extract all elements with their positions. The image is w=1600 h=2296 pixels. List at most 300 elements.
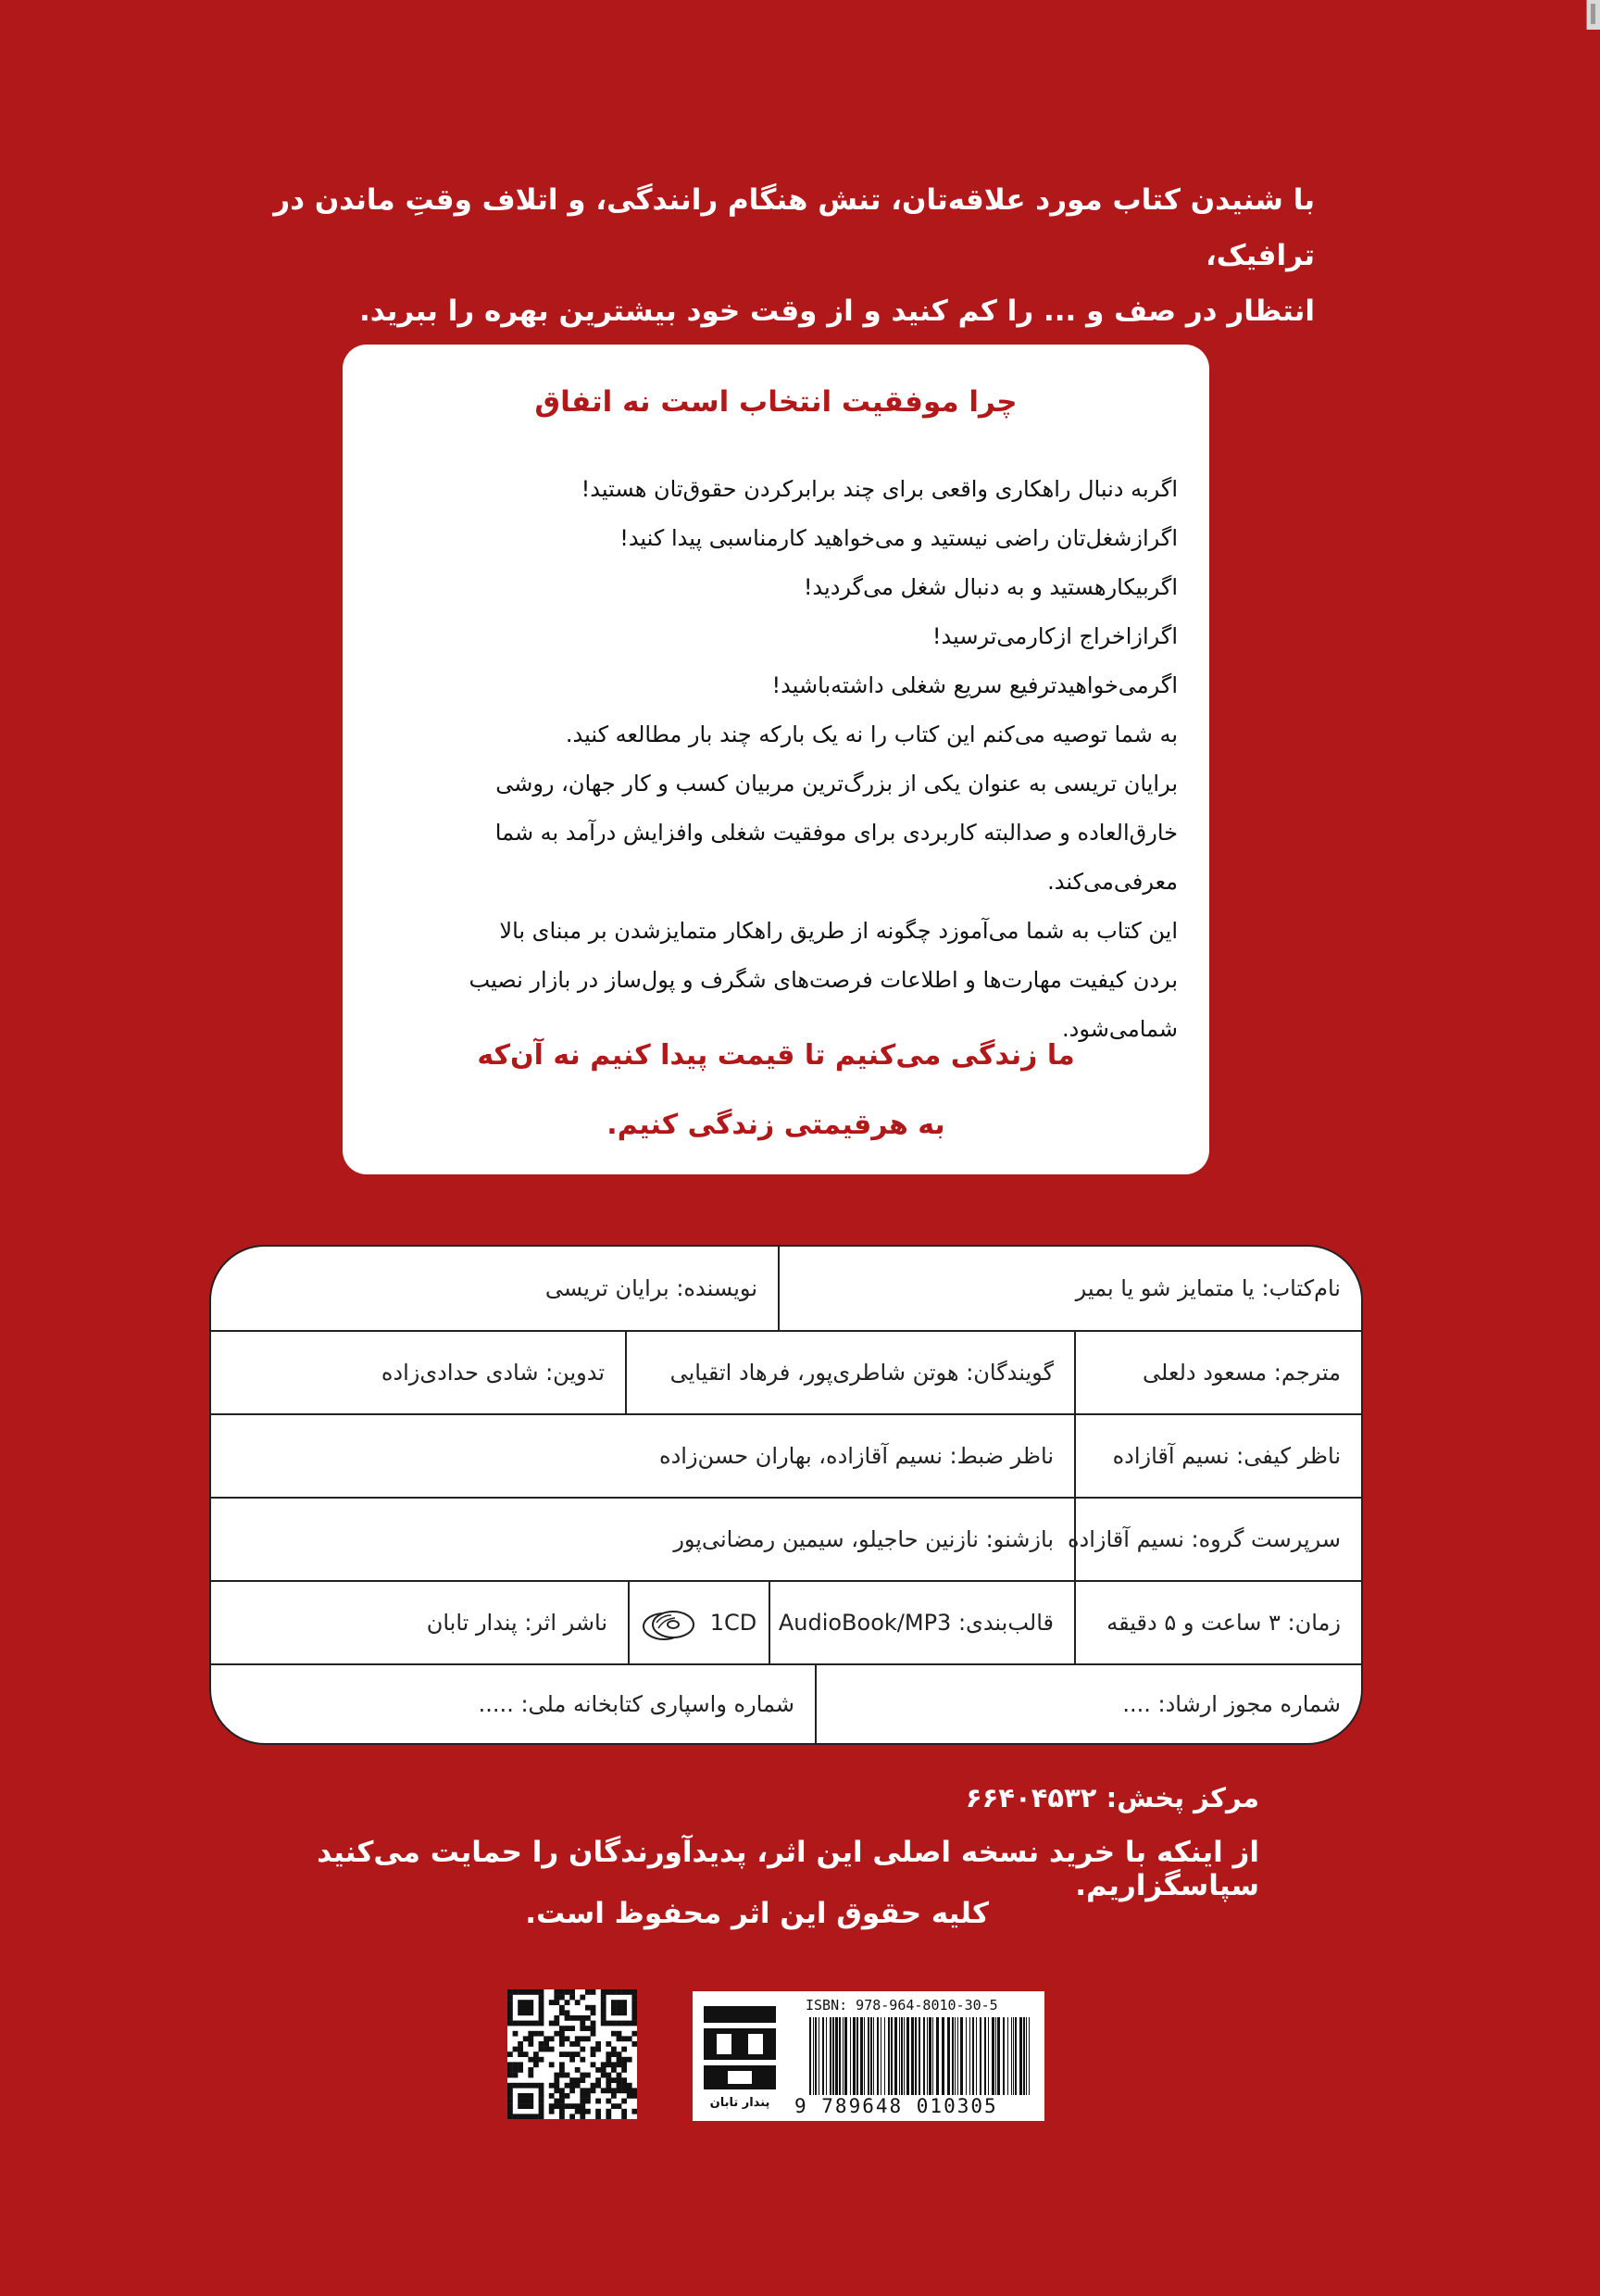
barcode-bar (932, 2017, 933, 2095)
qr-module (554, 2077, 559, 2083)
publisher-logo (700, 2001, 780, 2112)
barcode-bar (850, 2017, 851, 2095)
qr-module (507, 2073, 513, 2078)
qr-module (565, 2083, 570, 2089)
intro-text (204, 172, 1315, 339)
qr-module (575, 2036, 581, 2041)
group-supervisor-cell: سرپرست گروه: نسیم آقازاده (1074, 1499, 1361, 1580)
barcode-bar (1007, 2017, 1008, 2095)
qr-module (513, 2062, 519, 2067)
barcode-bar (884, 2017, 885, 2095)
license-cell: شماره مجوز ارشاد: .... (815, 1665, 1361, 1743)
qr-module (569, 1989, 575, 1995)
qr-module (601, 2067, 606, 2073)
barcode-bar (904, 2017, 905, 2095)
barcode-bar (969, 2017, 970, 2095)
qr-module (606, 2021, 611, 2026)
qr-module (580, 2026, 585, 2031)
qr-module (580, 2109, 585, 2114)
intro-line: انتظار در صف و ... را کم کنید و از وقت خود بیشترین بهره را ببرید. (359, 295, 1315, 328)
qr-module (559, 1989, 565, 1995)
recording-supervisor-cell: ناظر ضبط: نسیم آقازاده، بهاران حسن‌زاده (659, 1443, 1054, 1469)
qr-module (606, 2088, 611, 2093)
qr-module (580, 2036, 585, 2041)
qr-module (569, 2041, 575, 2047)
qr-module (601, 1995, 606, 2001)
qr-module (631, 2021, 637, 2026)
barcode-bar (984, 2017, 986, 2095)
qr-module (631, 2093, 637, 2099)
barcode-bar (992, 2017, 994, 2095)
qr-module (565, 2073, 570, 2078)
cd-icon (642, 1604, 703, 1641)
qr-module (539, 2099, 544, 2104)
qr-module (559, 2109, 565, 2114)
qr-module (591, 1989, 596, 1995)
qr-module (539, 2093, 544, 2099)
qr-module (591, 2088, 596, 2093)
qr-module (507, 2067, 513, 2073)
qr-module (627, 2057, 632, 2063)
qr-module (565, 2036, 570, 2041)
qr-module (569, 2083, 575, 2089)
qr-module (621, 2057, 627, 2063)
qr-module (507, 2109, 513, 2114)
qr-module (601, 2005, 606, 2011)
qr-module (631, 2010, 637, 2015)
qr-module (549, 2036, 555, 2041)
barcode-digits: 9 789648 010305 (794, 2095, 998, 2117)
qr-module (621, 2083, 627, 2089)
qr-module (559, 2026, 565, 2031)
qr-module (575, 2077, 581, 2083)
qr-module (554, 2015, 559, 2021)
qr-module (617, 2010, 622, 2015)
qr-module (539, 2005, 544, 2011)
qr-code (507, 1989, 637, 2119)
qr-module (559, 2010, 565, 2015)
barcode-bar (877, 2017, 879, 2095)
qr-module (513, 2114, 519, 2119)
qr-module (554, 2073, 559, 2078)
qr-module (518, 2041, 523, 2047)
card-body (433, 465, 1178, 1054)
barcode-bar (822, 2017, 824, 2095)
qr-module (539, 2109, 544, 2114)
barcode-bar (936, 2017, 939, 2095)
qr-module (539, 2047, 544, 2052)
qr-module (595, 2067, 601, 2073)
qr-module (523, 2021, 529, 2026)
duration-cell: زمان: ۳ ساعت و ۵ دقیقه (1074, 1582, 1361, 1663)
barcode-bar (873, 2017, 874, 2095)
barcode-bar (976, 2017, 977, 2095)
qr-module (591, 2021, 596, 2026)
qr-module (611, 2047, 617, 2052)
qr-module (575, 2051, 581, 2057)
qr-module (559, 2041, 565, 2047)
barcode-bar (980, 2017, 981, 2095)
body-line: این کتاب به شما می‌آموزد چگونه از طریق راهکار متمایزشدن بر مبنای بالا (499, 918, 1178, 944)
qr-module (580, 2047, 585, 2052)
narrators-cell: گویندگان: هوتن شاطری‌پور، فرهاد اتقیایی (625, 1332, 1074, 1413)
qr-module (621, 1989, 627, 1995)
qr-module (528, 2057, 533, 2063)
qr-module (554, 2088, 559, 2093)
intro-line: با شنیدن کتاب مورد علاقه‌تان، تنش هنگام رانندگی، و اتلاف وقتِ ماندن در ترافیک، (273, 183, 1315, 272)
qr-module (575, 2067, 581, 2073)
qr-module (621, 2067, 627, 2073)
qr-module (559, 2031, 565, 2037)
qr-module (606, 2099, 611, 2104)
qr-module (595, 2114, 601, 2119)
barcode-bar (997, 2017, 1000, 2095)
qr-module (617, 2031, 622, 2037)
qr-module (533, 2031, 539, 2037)
scroll-indicator[interactable] (1586, 0, 1600, 30)
qr-module (513, 2021, 519, 2026)
qr-module (621, 2021, 627, 2026)
qr-module (518, 1989, 523, 1995)
barcode-bar (835, 2017, 838, 2095)
body-line: برایان تریسی به عنوان یکی از بزرگ‌ترین مربیان کسب و کار جهان، روشی (495, 771, 1178, 797)
qr-module (523, 2093, 529, 2099)
qr-module (539, 2041, 544, 2047)
thanks-text: از اینکه با خرید نسخه اصلی این اثر، پدیدآورندگان را حمایت می‌کنید سپاسگزاریم. (317, 1836, 1259, 1902)
barcode-bar (947, 2017, 950, 2095)
qr-module (513, 2031, 519, 2037)
qr-module (507, 2000, 513, 2005)
publisher-cell: ناشر اثر: پندار تابان (426, 1610, 607, 1636)
qr-module (569, 2103, 575, 2109)
qr-module (631, 2109, 637, 2114)
qr-module (611, 2021, 617, 2026)
qr-module (569, 1995, 575, 2001)
qr-module (507, 2021, 513, 2026)
qr-module (518, 2114, 523, 2119)
qr-module (528, 2031, 533, 2037)
barcode-bar (906, 2017, 909, 2095)
qr-module (528, 2000, 533, 2005)
qr-module (611, 2031, 617, 2037)
barcode-bar (826, 2017, 827, 2095)
qr-module (559, 2067, 565, 2073)
qr-module (591, 2051, 596, 2057)
qr-module (554, 2103, 559, 2109)
barcode-bar (957, 2017, 958, 2095)
qr-module (606, 2062, 611, 2067)
qr-module (559, 2051, 565, 2057)
qr-module (611, 2005, 617, 2011)
info-row (211, 1415, 1361, 1499)
qr-module (554, 2083, 559, 2089)
cd-cell (628, 1582, 769, 1663)
barcode-bar (864, 2017, 865, 2095)
qr-module (544, 2047, 549, 2052)
qr-module (528, 2073, 533, 2078)
qr-module (507, 2051, 513, 2057)
body-line: اگرازشغل‌تان راضی نیستید و می‌خواهید کارمناسبی پیدا کنید! (619, 525, 1178, 551)
qr-module (606, 2073, 611, 2078)
qr-module (549, 2093, 555, 2099)
barcode-bar (952, 2017, 954, 2095)
qr-module (528, 2036, 533, 2041)
qr-module (549, 2103, 555, 2109)
qr-module (580, 2073, 585, 2078)
qr-module (539, 2015, 544, 2021)
qr-module (523, 1989, 529, 1995)
qr-module (580, 1995, 585, 2001)
qr-module (518, 2051, 523, 2057)
qr-module (513, 2083, 519, 2089)
barcode-bar (988, 2017, 989, 2095)
qr-module (549, 2109, 555, 2114)
qr-module (627, 2021, 632, 2026)
qr-module (507, 2103, 513, 2109)
barcode-bar (1023, 2017, 1025, 2095)
qr-module (554, 2021, 559, 2026)
qr-module (554, 2031, 559, 2037)
qr-module (528, 2041, 533, 2047)
translator-cell: مترجم: مسعود دلعلی (1074, 1332, 1361, 1413)
qr-module (621, 2005, 627, 2011)
qr-module (559, 2005, 565, 2011)
qr-module (569, 2015, 575, 2021)
qr-module (617, 2083, 622, 2089)
qr-module (631, 2005, 637, 2011)
info-row (211, 1247, 1361, 1332)
qr-module (611, 2077, 617, 2083)
qr-module (523, 2010, 529, 2015)
barcode-bar (809, 2017, 811, 2095)
qr-module (528, 2099, 533, 2104)
qr-module (528, 2067, 533, 2073)
qr-module (606, 2109, 611, 2114)
qr-module (523, 2114, 529, 2119)
barcode-bar (942, 2017, 944, 2095)
qr-module (539, 2057, 544, 2063)
qr-module (621, 2088, 627, 2093)
qr-module (507, 2010, 513, 2015)
qr-module (621, 2010, 627, 2015)
barcode-bar (915, 2017, 917, 2095)
qr-module (617, 2005, 622, 2011)
qr-module (565, 2103, 570, 2109)
qr-module (580, 2099, 585, 2104)
qr-module (580, 2057, 585, 2063)
barcode-bar (927, 2017, 928, 2095)
qr-module (507, 2062, 513, 2067)
qr-module (611, 2010, 617, 2015)
qr-module (533, 2114, 539, 2119)
barcode-bar (891, 2017, 893, 2095)
qr-module (631, 2041, 637, 2047)
qr-module (595, 2041, 601, 2047)
qr-module (533, 2021, 539, 2026)
qr-module (621, 2000, 627, 2005)
qr-module (575, 2015, 581, 2021)
qr-module (507, 2114, 513, 2119)
barcode-bar (972, 2017, 974, 2095)
body-line: خارق‌العاده و صدالبته کاربردی برای موفقیت شغلی وافزایش درآمد به شما (494, 820, 1178, 846)
qr-module (549, 2021, 555, 2026)
qr-module (518, 2067, 523, 2073)
qr-module (611, 2000, 617, 2005)
barcode-bar (995, 2017, 996, 2095)
author-cell: نویسنده: برایان تریسی (544, 1275, 757, 1301)
barcode-bar (870, 2017, 872, 2095)
qr-module (601, 2088, 606, 2093)
qr-module (631, 1995, 637, 2001)
qr-module (569, 2051, 575, 2057)
qr-module (595, 2077, 601, 2083)
qr-module (559, 2088, 565, 2093)
qr-module (523, 2083, 529, 2089)
qr-module (627, 2036, 632, 2041)
qr-module (507, 1995, 513, 2001)
body-line: بردن کیفیت مهارت‌ها و اطلاعات فرصت‌های شگرف و پول‌ساز در بازار نصیب (469, 967, 1178, 993)
info-row (211, 1665, 1361, 1743)
quality-supervisor-cell: ناظر کیفی: نسیم آقازاده (1074, 1415, 1361, 1497)
qr-module (611, 2093, 617, 2099)
qr-module (611, 1989, 617, 1995)
qr-module (617, 2021, 622, 2026)
body-line: اگرمی‌خواهیدترفیع سریع شغلی داشته‌باشید! (771, 672, 1178, 698)
quote-line: به هرقیمتی زندگی کنیم. (606, 1109, 945, 1141)
qr-module (575, 2000, 581, 2005)
qr-module (528, 2010, 533, 2015)
qr-module (591, 2031, 596, 2037)
qr-module (518, 2005, 523, 2011)
isbn-label: ISBN: 978-964-8010-30-5 (806, 1997, 998, 2014)
barcode-bar (955, 2017, 956, 2095)
qr-module (601, 2000, 606, 2005)
qr-module (539, 2088, 544, 2093)
qr-module (606, 2083, 611, 2089)
qr-module (507, 2005, 513, 2011)
qr-module (569, 2077, 575, 2083)
qr-module (627, 2088, 632, 2093)
qr-module (528, 2083, 533, 2089)
barcode-bar (960, 2017, 963, 2095)
barcode-bar (901, 2017, 903, 2095)
barcode-bar (1003, 2017, 1005, 2095)
editing-cell: تدوین: شادی حدادی‌زاده (381, 1360, 605, 1386)
qr-module (528, 2114, 533, 2119)
qr-module (539, 2083, 544, 2089)
qr-module (585, 2109, 591, 2114)
qr-module (585, 2093, 591, 2099)
body-line: اگربیکارهستید و به دنبال شغل می‌گردید! (803, 574, 1178, 600)
qr-module (606, 2077, 611, 2083)
library-number-cell: شماره واسپاری کتابخانه ملی: ..... (478, 1691, 794, 1717)
qr-module (591, 2047, 596, 2052)
barcode-bar (1029, 2017, 1030, 2095)
qr-module (595, 2047, 601, 2052)
qr-module (523, 2036, 529, 2041)
qr-module (580, 2021, 585, 2026)
qr-module (606, 1989, 611, 1995)
qr-module (631, 2031, 637, 2037)
info-row (211, 1582, 1361, 1665)
cd-label: 1CD (709, 1610, 757, 1636)
qr-module (528, 1989, 533, 1995)
qr-module (565, 2000, 570, 2005)
qr-module (513, 2073, 519, 2078)
qr-module (631, 2000, 637, 2005)
qr-module (606, 2051, 611, 2057)
qr-module (580, 2015, 585, 2021)
qr-module (601, 2010, 606, 2015)
reviewers-cell: بازشنو: نازنین حاجیلو، سیمین رمضانی‌پور (673, 1526, 1054, 1552)
qr-module (611, 2103, 617, 2109)
qr-module (539, 2010, 544, 2015)
qr-module (565, 2010, 570, 2015)
qr-module (549, 2062, 555, 2067)
qr-module (617, 2062, 622, 2067)
qr-module (539, 2114, 544, 2119)
qr-module (523, 2000, 529, 2005)
barcode-bar (911, 2017, 914, 2095)
qr-module (585, 2099, 591, 2104)
qr-module (565, 2051, 570, 2057)
qr-module (591, 2062, 596, 2067)
barcode-bar (1019, 2017, 1022, 2095)
qr-module (601, 2073, 606, 2078)
qr-module (507, 2083, 513, 2089)
qr-module (585, 2088, 591, 2093)
qr-module (539, 2000, 544, 2005)
barcode-bar (1015, 2017, 1017, 2095)
qr-module (617, 2057, 622, 2063)
qr-module (595, 2083, 601, 2089)
barcode-bar (966, 2017, 967, 2095)
qr-module (591, 2083, 596, 2089)
qr-module (507, 1989, 513, 1995)
qr-module (559, 2099, 565, 2104)
qr-module (585, 2036, 591, 2041)
barcode-bar (813, 2017, 814, 2095)
qr-module (539, 1989, 544, 1995)
qr-module (617, 2051, 622, 2057)
barcode-bar (929, 2017, 931, 2095)
cd-wrap (642, 1604, 757, 1641)
rights-text: کلیه حقوق این اثر محفوظ است. (525, 1897, 989, 1930)
qr-module (559, 1995, 565, 2001)
qr-module (559, 2093, 565, 2099)
qr-module (507, 2088, 513, 2093)
qr-module (617, 2036, 622, 2041)
qr-module (611, 2051, 617, 2057)
qr-module (513, 2067, 519, 2073)
body-line: به شما توصیه می‌کنم این کتاب را نه یک بارکه چند بار مطالعه کنید. (565, 721, 1178, 747)
qr-module (539, 2021, 544, 2026)
barcode-bars (806, 2017, 1037, 2095)
barcode-bar (830, 2017, 831, 2095)
qr-module (544, 2036, 549, 2041)
qr-module (523, 2005, 529, 2011)
qr-module (621, 2109, 627, 2114)
qr-module (627, 2093, 632, 2099)
qr-module (565, 2015, 570, 2021)
qr-module (621, 2099, 627, 2104)
qr-module (539, 2103, 544, 2109)
barcode-bar (843, 2017, 844, 2095)
qr-module (631, 2088, 637, 2093)
qr-module (621, 2077, 627, 2083)
quote-line: ما زندگی می‌کنیم تا قیمت پیدا کنیم نه آن‌که (477, 1039, 1075, 1072)
barcode-bar (868, 2017, 869, 2095)
